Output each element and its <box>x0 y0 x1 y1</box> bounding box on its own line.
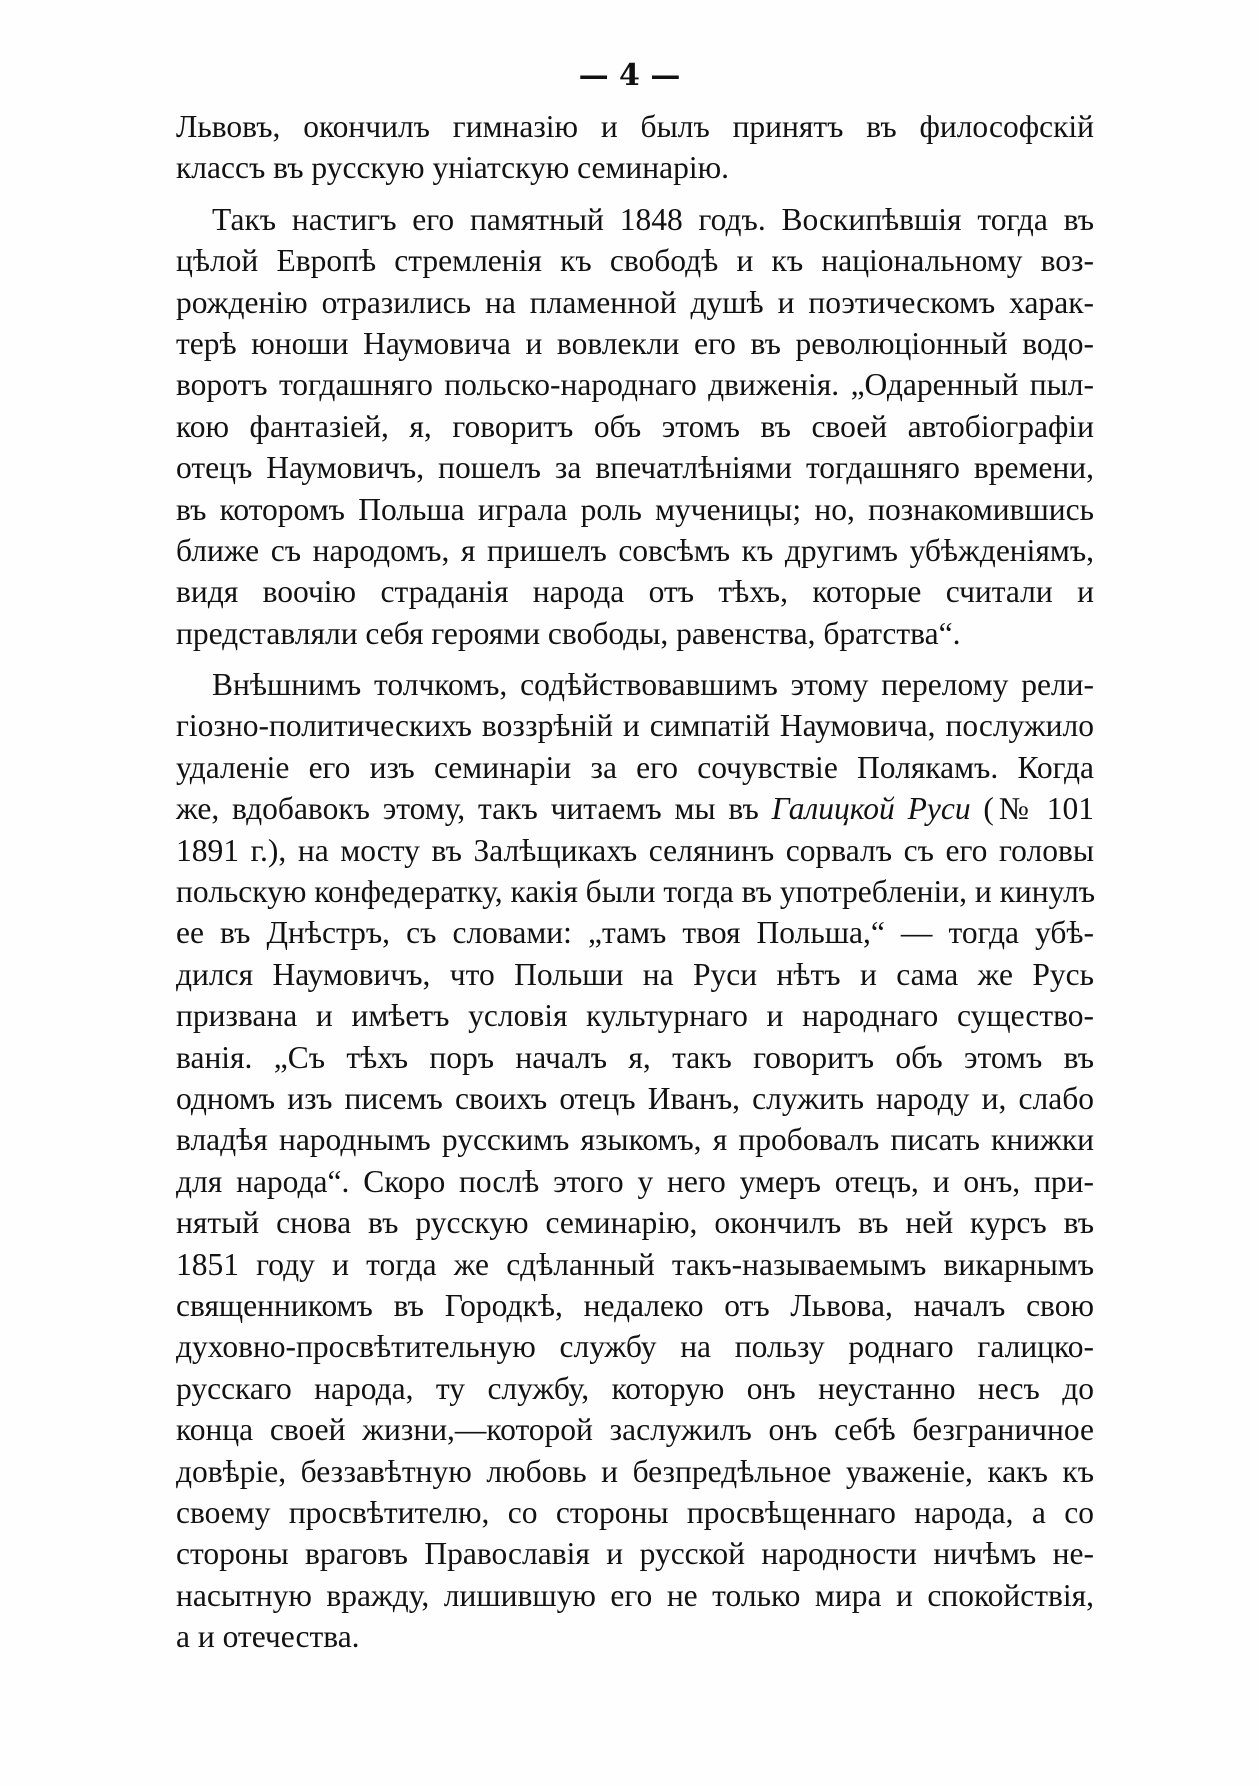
text-line: русскаго народа, ту службу, которую онъ неустанно несъ до <box>176 1370 1094 1406</box>
text-line: въ которомъ Польша играла роль мученицы; но, познакомившись <box>176 491 1094 527</box>
text-line: стороны враговъ Православія и русской народности ничѣмъ не- <box>176 1536 1094 1572</box>
text-line: дился Наумовичъ, что Польши на Руси нѣтъ и сама же Русь <box>176 956 1094 992</box>
text-line-with-italic <box>176 788 1094 829</box>
text-line: Такъ настигъ его памятный 1848 годъ. Воскипѣвшія тогда въ <box>212 201 1094 237</box>
text-line: классъ въ русскую уніатскую семинарію. <box>176 150 730 186</box>
text-line: для народа“. Скоро послѣ этого у него умеръ отецъ, и онъ, при- <box>176 1163 1094 1199</box>
text-line: священникомъ въ Городкѣ, недалеко отъ Львова, началъ свою <box>176 1287 1094 1323</box>
text-line: нятый снова въ русскую семинарію, окончилъ въ ней курсъ въ <box>176 1205 1094 1241</box>
text-line: гіозно-политическихъ воззрѣній и симпатій Наумовича, послужило <box>176 708 1094 744</box>
text-line: а и отечества. <box>176 1619 360 1655</box>
text-line: Внѣшнимъ толчкомъ, содѣйствовавшимъ этому перелому рели- <box>212 667 1094 703</box>
paragraph-2 <box>176 199 1094 654</box>
text-line: своему просвѣтителю, со стороны просвѣщеннаго народа, а со <box>176 1494 1094 1530</box>
text-segment: (№ 101 <box>970 791 1095 827</box>
text-line: отецъ Наумовичъ, пошелъ за впечатлѣніями тогдашняго времени, <box>176 450 1094 486</box>
paragraph-1 <box>176 106 1094 189</box>
text-line: довѣріе, беззавѣтную любовь и безпредѣльное уваженіе, какъ къ <box>176 1453 1094 1489</box>
text-line: ближе съ народомъ, я пришелъ совсѣмъ къ другимъ убѣжденіямъ, <box>176 532 1094 568</box>
text-line: представляли себя героями свободы, равенства, братства“. <box>176 615 961 651</box>
text-segment: же, вдобавокъ этому, такъ читаемъ мы въ <box>176 791 772 827</box>
text-line: насытную вражду, лишившую его не только мира и спокойствія, <box>176 1577 1094 1613</box>
text-line: видя воочію страданія народа отъ тѣхъ, которые считали и <box>176 574 1094 610</box>
body-text <box>176 106 1094 1657</box>
paragraph-3 <box>176 664 1094 1657</box>
italic-title: Галицкой Руси <box>771 791 971 827</box>
text-line: конца своей жизни,—которой заслужилъ онъ себѣ безграничное <box>176 1412 1094 1448</box>
text-line: 1891 г.), на мосту въ Залѣщикахъ селянинъ сорвалъ съ его головы <box>176 832 1094 868</box>
text-line: призвана и имѣетъ условія культурнаго и народнаго существо- <box>176 998 1094 1034</box>
text-line: кою фантазіей, я, говоритъ объ этомъ въ своей автобіографіи <box>176 408 1094 444</box>
text-line: воротъ тогдашняго польско-народнаго движенія. „Одаренный пыл- <box>176 367 1094 403</box>
text-line: духовно-просвѣтительную службу на пользу роднаго галицко- <box>176 1329 1094 1365</box>
text-line: ванія. „Съ тѣхъ поръ началъ я, такъ говоритъ объ этомъ въ <box>176 1039 1094 1075</box>
text-line: цѣлой Европѣ стремленія къ свободѣ и къ національному воз- <box>176 243 1094 279</box>
text-line: удаленіе его изъ семинаріи за его сочувствіе Полякамъ. Когда <box>176 749 1094 785</box>
text-line: владѣя народнымъ русскимъ языкомъ, я пробовалъ писать книжки <box>176 1122 1094 1158</box>
text-line: терѣ юноши Наумовича и вовлекли его въ революціонный водо- <box>176 325 1094 361</box>
text-line: Львовъ, окончилъ гимназію и былъ принятъ въ философскій <box>176 109 1094 144</box>
text-line: одномъ изъ писемъ своихъ отецъ Иванъ, служить народу и, слабо <box>176 1080 1094 1116</box>
text-line: польскую конфедератку, какія были тогда въ употребленіи, и кинулъ <box>176 874 1096 910</box>
page-number: — 4 — <box>578 58 681 93</box>
text-line: 1851 году и тогда же сдѣланный такъ-называемымъ викарнымъ <box>176 1246 1094 1282</box>
text-line: рожденію отразились на пламенной душѣ и поэтическомъ харак- <box>176 284 1094 320</box>
text-line: ее въ Днѣстръ, съ словами: „тамъ твоя Польша,“ — тогда убѣ- <box>176 915 1094 951</box>
